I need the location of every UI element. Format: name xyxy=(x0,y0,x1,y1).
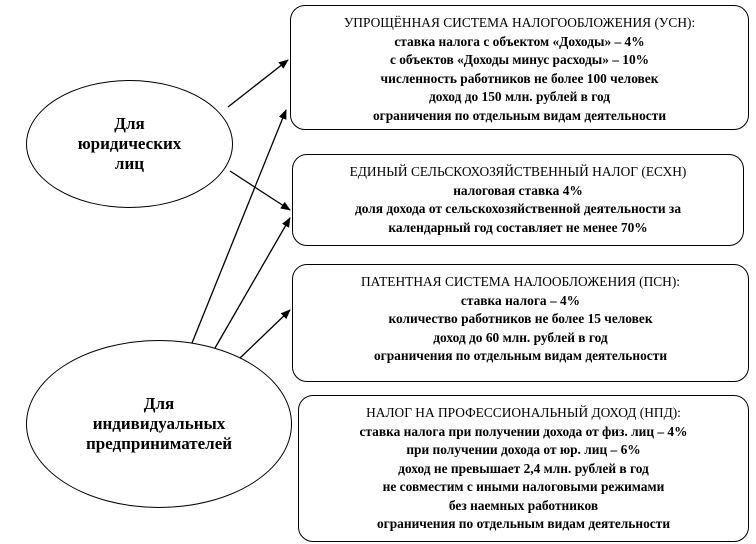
individual-entrepreneurs-node xyxy=(26,340,292,508)
npd-title: НАЛОГ НА ПРОФЕССИОНАЛЬНЫЙ ДОХОД (НПД): xyxy=(366,405,681,420)
npd-line: при получении дохода от юр. лиц – 6% xyxy=(406,442,641,457)
psn-line: ограничения по отдельным видам деятельности xyxy=(373,348,668,363)
npd-line: ставка налога при получении дохода от физ. лиц – 4% xyxy=(359,423,688,439)
eshn-line: календарный год составляет не менее 70% xyxy=(388,219,648,235)
arrow-ip-to-psn xyxy=(240,310,290,358)
usn-line: доход до 150 млн. рублей в год xyxy=(428,89,611,104)
eshn-line: налоговая ставка 4% xyxy=(453,182,583,198)
psn-line: ставка налога – 4% xyxy=(460,292,581,308)
npd-line: доход не превышает 2,4 млн. рублей в год xyxy=(398,460,649,476)
npd-line: ограничения по отдельным видам деятельности xyxy=(376,516,671,531)
eshn-box xyxy=(292,154,744,246)
individual-entrepreneurs-label: Для индивидуальных предпринимателей xyxy=(85,394,233,453)
usn-title: УПРОЩЁННАЯ СИСТЕМА НАЛОГООБЛОЖЕНИЯ (УСН): xyxy=(343,15,696,30)
usn-line: численность работников не более 100 человек xyxy=(380,70,659,86)
usn-line: ставка налога с объектом «Доходы» – 4% xyxy=(394,33,645,49)
eshn-title: ЕДИНЫЙ СЕЛЬСКОХОЗЯЙСТВЕННЫЙ НАЛОГ (ЕСХН) xyxy=(349,164,687,179)
arrow-legal-to-eshn xyxy=(230,171,290,210)
usn-line: ограничения по отдельным видам деятельности xyxy=(372,107,667,123)
usn-line: с объектов «Доходы минус расходы» – 10% xyxy=(389,52,650,67)
arrow-legal-to-usn xyxy=(228,60,288,107)
arrow-ip-to-eshn xyxy=(215,218,290,348)
npd-line: без наемных работников xyxy=(448,497,599,513)
psn-line: доход до 60 млн. рублей в год xyxy=(433,329,608,345)
usn-box xyxy=(290,5,749,130)
psn-title: ПАТЕНТНАЯ СИСТЕМА НАЛООБЛОЖЕНИЯ (ПСН): xyxy=(360,274,681,289)
npd-line: не совместим с иными налоговыми режимами xyxy=(382,479,665,494)
legal-entities-node xyxy=(26,80,233,208)
eshn-line: доля дохода от сельскохозяйственной деятельности за xyxy=(354,201,682,216)
psn-line: количество работников не более 15 человек xyxy=(388,311,653,326)
psn-box xyxy=(292,264,749,382)
npd-box xyxy=(298,395,749,542)
legal-entities-label: Для юридических лиц xyxy=(77,114,182,173)
